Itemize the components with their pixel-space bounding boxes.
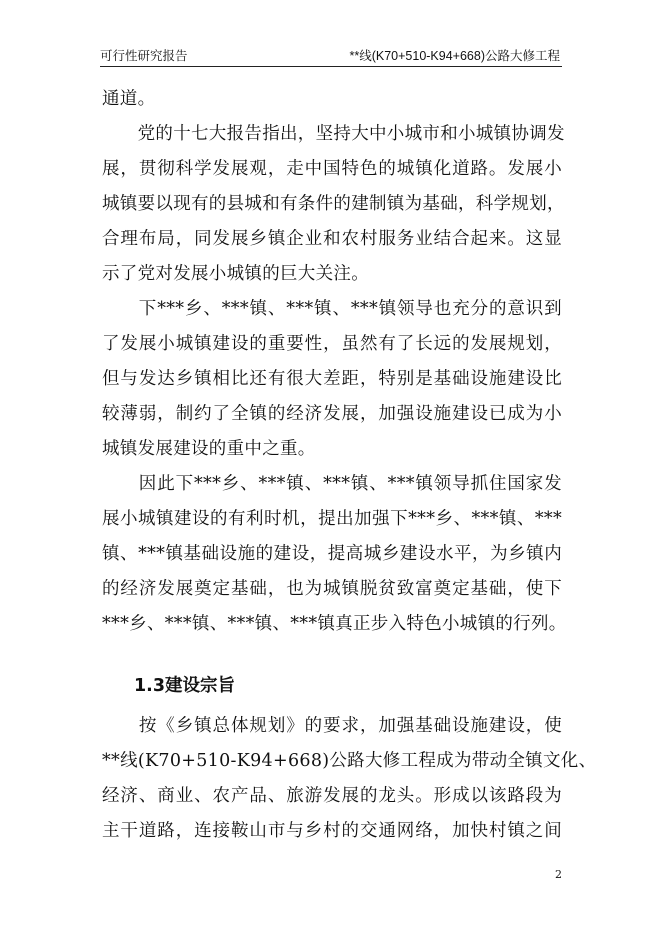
header-right-title: **线(K70+510-K94+668)公路大修工程	[349, 49, 560, 63]
body-line: 下***乡、***镇、***镇、***镇领导也充分的意识到	[102, 299, 562, 319]
body-line: 城镇要以现有的县城和有条件的建制镇为基础，科学规划，	[102, 194, 565, 214]
body-line: 通道。	[102, 89, 156, 109]
body-line: ***乡、***镇、***镇、***镇真正步入特色小城镇的行列。	[102, 614, 567, 634]
body-line: 党的十七大报告指出，坚持大中小城市和小城镇协调发	[102, 124, 565, 144]
body-line: 了发展小城镇建设的重要性，虽然有了长远的发展规划，	[102, 334, 562, 354]
section-heading: 1.3建设宗旨	[134, 676, 236, 696]
body-line: 示了党对发展小城镇的巨大关注。	[102, 264, 369, 284]
body-line: 展，贯彻科学发展观，走中国特色的城镇化道路。发展小	[102, 159, 562, 179]
body-line: 但与发达乡镇相比还有很大差距，特别是基础设施建设比	[102, 369, 562, 389]
body-line: 展小城镇建设的有利时机，提出加强下***乡、***镇、***	[102, 509, 562, 529]
page-number: 2	[555, 868, 562, 881]
body-line: 主干道路，连接鞍山市与乡村的交通网络，加快村镇之间	[102, 821, 562, 841]
body-line: 较薄弱，制约了全镇的经济发展，加强设施建设已成为小	[102, 404, 562, 424]
body-line: **线(K70+510-K94+668)公路大修工程成为带动全镇文化、	[102, 751, 597, 771]
body-line: 因此下***乡、***镇、***镇、***镇领导抓住国家发	[102, 474, 562, 494]
header-left-title: 可行性研究报告	[100, 49, 188, 63]
body-line: 经济、商业、农产品、旅游发展的龙头。形成以该路段为	[102, 786, 562, 806]
page-header	[100, 44, 562, 67]
body-line: 城镇发展建设的重中之重。	[102, 439, 316, 459]
body-line: 合理布局，同发展乡镇企业和农村服务业结合起来。这显	[102, 229, 562, 249]
body-line: 按《乡镇总体规划》的要求，加强基础设施建设，使	[102, 716, 562, 736]
body-line: 镇、***镇基础设施的建设，提高城乡建设水平，为乡镇内	[102, 544, 562, 564]
body-line: 的经济发展奠定基础，也为城镇脱贫致富奠定基础，使下	[102, 579, 562, 599]
